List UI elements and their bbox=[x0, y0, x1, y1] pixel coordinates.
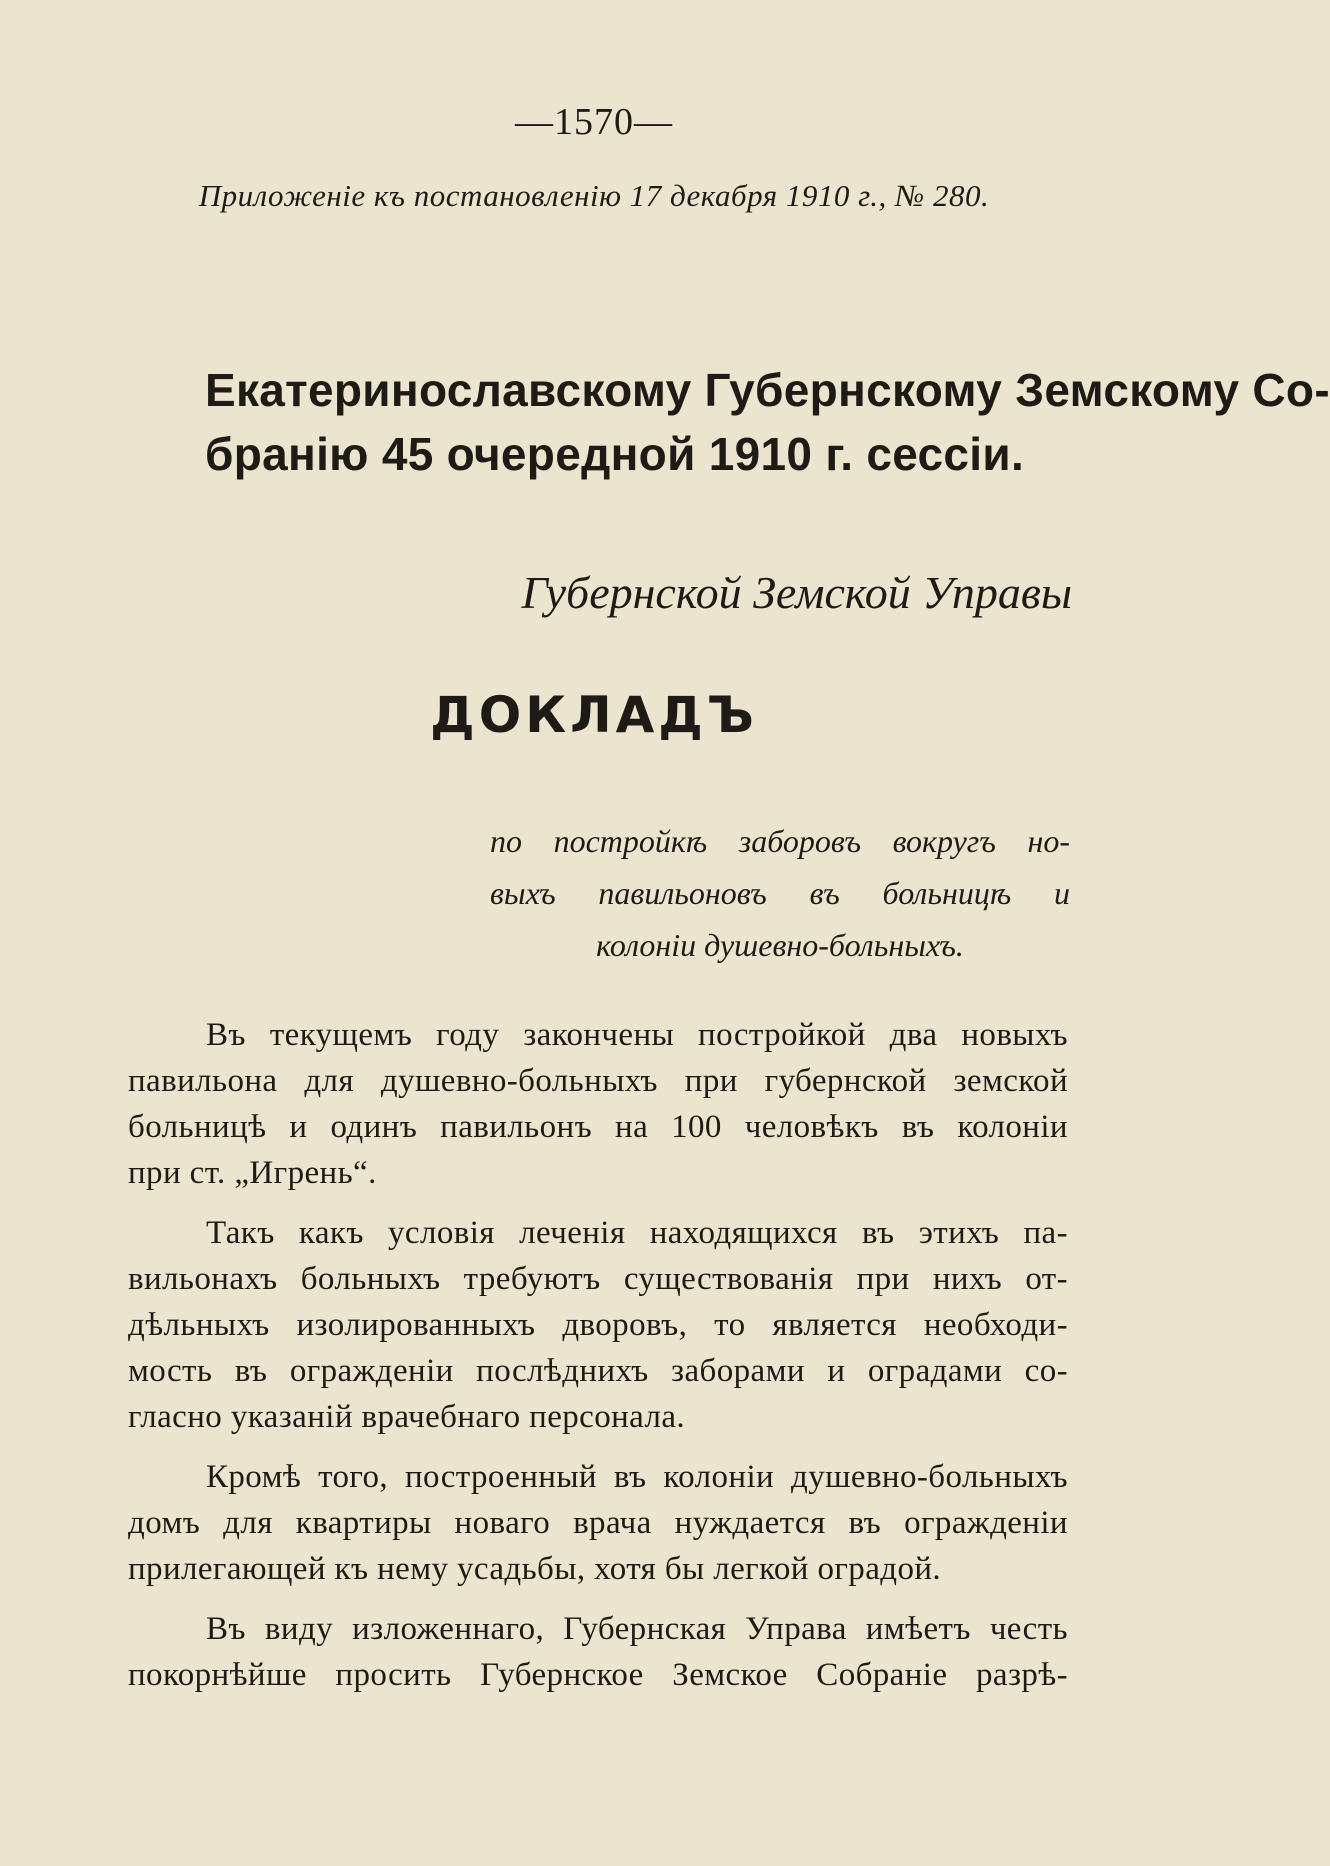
text-line: гласно указанiй врачебнаго персонала. bbox=[128, 1399, 686, 1435]
text-line: при ст. „Игрень“. bbox=[128, 1155, 377, 1191]
text-line: Въ текущемъ году закончены постройкой два новыхъ bbox=[206, 1017, 1068, 1053]
addressee-heading bbox=[205, 358, 1330, 486]
text-line: Кромѣ того, построенный въ колонiи душевно-больныхъ bbox=[206, 1459, 1068, 1495]
text-line: домъ для квартиры новаго врача нуждается въ огражденiи bbox=[128, 1505, 1068, 1541]
text-line: Въ виду изложеннаго, Губернская Управа имѣетъ честь bbox=[206, 1611, 1068, 1647]
text-line: покорнѣйше просить Губернское Земское Собранiе разрѣ- bbox=[128, 1657, 1068, 1693]
text-line: больницѣ и одинъ павильонъ на 100 человѣкъ въ колонiи bbox=[128, 1109, 1068, 1145]
subject-line: выхъ павильоновъ въ больницѣ и bbox=[490, 875, 1070, 911]
paragraph bbox=[128, 1606, 1068, 1698]
issuer-heading: Губернской Земской Управы bbox=[521, 567, 1072, 618]
text-line: павильона для душевно-больныхъ при губернской земской bbox=[128, 1063, 1068, 1099]
text-line: дѣльныхъ изолированныхъ дворовъ, то является необходи- bbox=[128, 1307, 1068, 1343]
subject-line: по постройкѣ заборовъ вокругъ но- bbox=[490, 823, 1070, 859]
text-line: Такъ какъ условiя леченiя находящихся въ этихъ па- bbox=[206, 1215, 1068, 1251]
report-subject bbox=[490, 815, 1070, 971]
text-line: прилегающей къ нему усадьбы, хотя бы легкой оградой. bbox=[128, 1551, 942, 1587]
text-line: вильонахъ больныхъ требуютъ существованiя при нихъ от- bbox=[128, 1261, 1068, 1297]
addressee-line: бранiю 45 очередной 1910 г. сессiи. bbox=[205, 428, 1025, 480]
paragraph bbox=[128, 1454, 1068, 1592]
text-line: мость въ огражденiи послѣднихъ заборами и оградами со- bbox=[128, 1353, 1068, 1389]
paragraph bbox=[128, 1210, 1068, 1440]
addressee-line: Екатеринославскому Губернскому Земскому Со- bbox=[205, 364, 1330, 416]
subject-line: колонiи душевно-больныхъ. bbox=[596, 927, 964, 963]
paragraph bbox=[128, 1012, 1068, 1196]
appendix-note: Приложенiе къ постановленiю 17 декабря 1910 г., № 280. bbox=[198, 178, 990, 213]
body-text bbox=[128, 1012, 1068, 1712]
document-title: ДОКЛАДЪ bbox=[430, 686, 758, 744]
page-number: —1570— bbox=[515, 101, 673, 143]
